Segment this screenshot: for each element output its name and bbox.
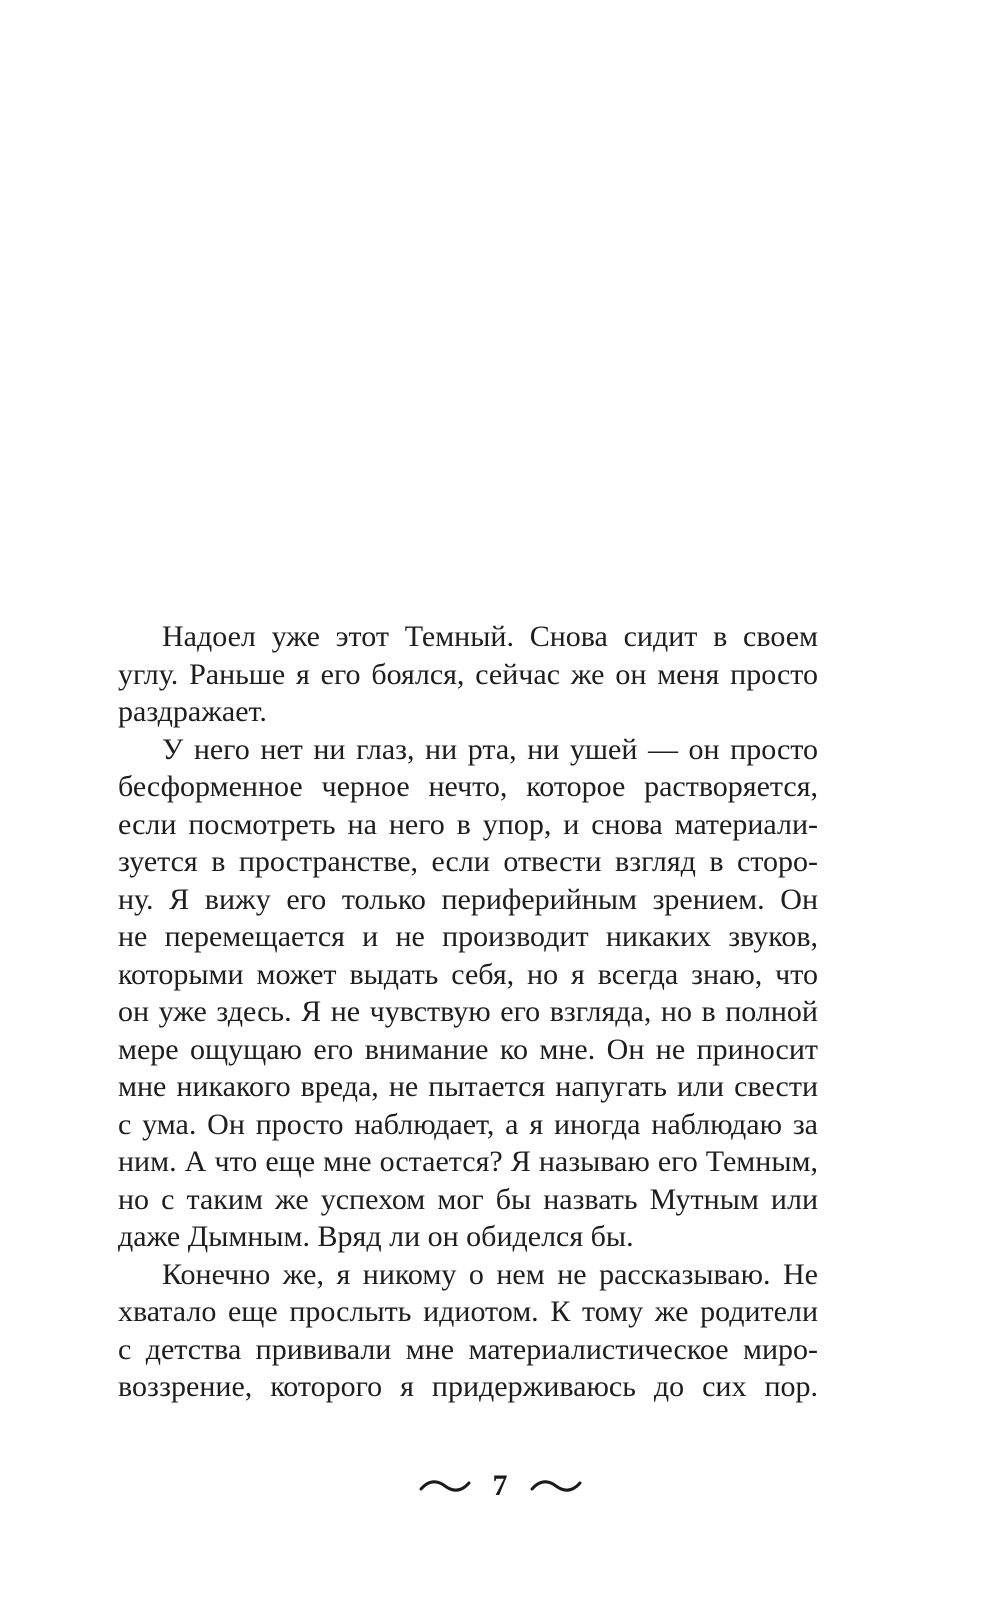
text-line: он уже здесь. Я не чувствую его взгляда, но в полной — [118, 995, 818, 1028]
text-line: с детства прививали мне материалистическое миро- — [118, 1332, 818, 1366]
text-line: которыми может выдать себя, но я всегда знаю, что — [118, 957, 818, 991]
body-text — [118, 618, 818, 1406]
paragraph-3 — [118, 1256, 818, 1406]
text-line: ним. А что еще мне остается? Я называю его Темным, — [118, 1145, 818, 1178]
text-line: У него нет ни глаз, ни рта, ни ушей — он просто — [162, 732, 818, 766]
page-folio — [0, 1466, 1000, 1506]
text-line: Конечно же, я никому о нем не рассказываю. Не — [162, 1257, 818, 1291]
paragraph-2 — [118, 731, 818, 1256]
right-swash-ornament — [530, 1478, 582, 1494]
text-line: ну. Я вижу его только периферийным зрением. Он — [118, 882, 818, 916]
text-line: даже Дымным. Вряд ли он обиделся бы. — [118, 1220, 634, 1253]
text-line: углу. Раньше я его боялся, сейчас же он меня просто — [118, 657, 818, 691]
text-line: воззрение, которого я придерживаюсь до сих пор. — [118, 1370, 818, 1403]
text-line: хватало еще прослыть идиотом. К тому же родители — [118, 1295, 818, 1328]
text-line: с ума. Он просто наблюдает, а я иногда наблюдаю за — [118, 1107, 818, 1141]
text-line: зуется в пространстве, если отвести взгляд в сторо- — [118, 845, 818, 878]
paragraph-1 — [118, 618, 818, 731]
text-line: не перемещается и не производит никаких звуков, — [118, 920, 818, 953]
text-line: мере ощущаю его внимание ко мне. Он не приносит — [118, 1032, 818, 1066]
left-swash-ornament — [419, 1478, 471, 1494]
text-line: бесформенное черное нечто, которое растворяется, — [118, 770, 818, 803]
text-line: раздражает. — [118, 695, 267, 728]
page-number: 7 — [492, 1469, 508, 1502]
text-line: но с таким же успехом мог бы назвать Мутным или — [118, 1182, 818, 1216]
text-line: если посмотреть на него в упор, и снова материали- — [118, 807, 818, 841]
text-line: Надоел уже этот Темный. Снова сидит в своем — [162, 620, 818, 653]
text-line: мне никакого вреда, не пытается напугать или свести — [118, 1070, 818, 1103]
